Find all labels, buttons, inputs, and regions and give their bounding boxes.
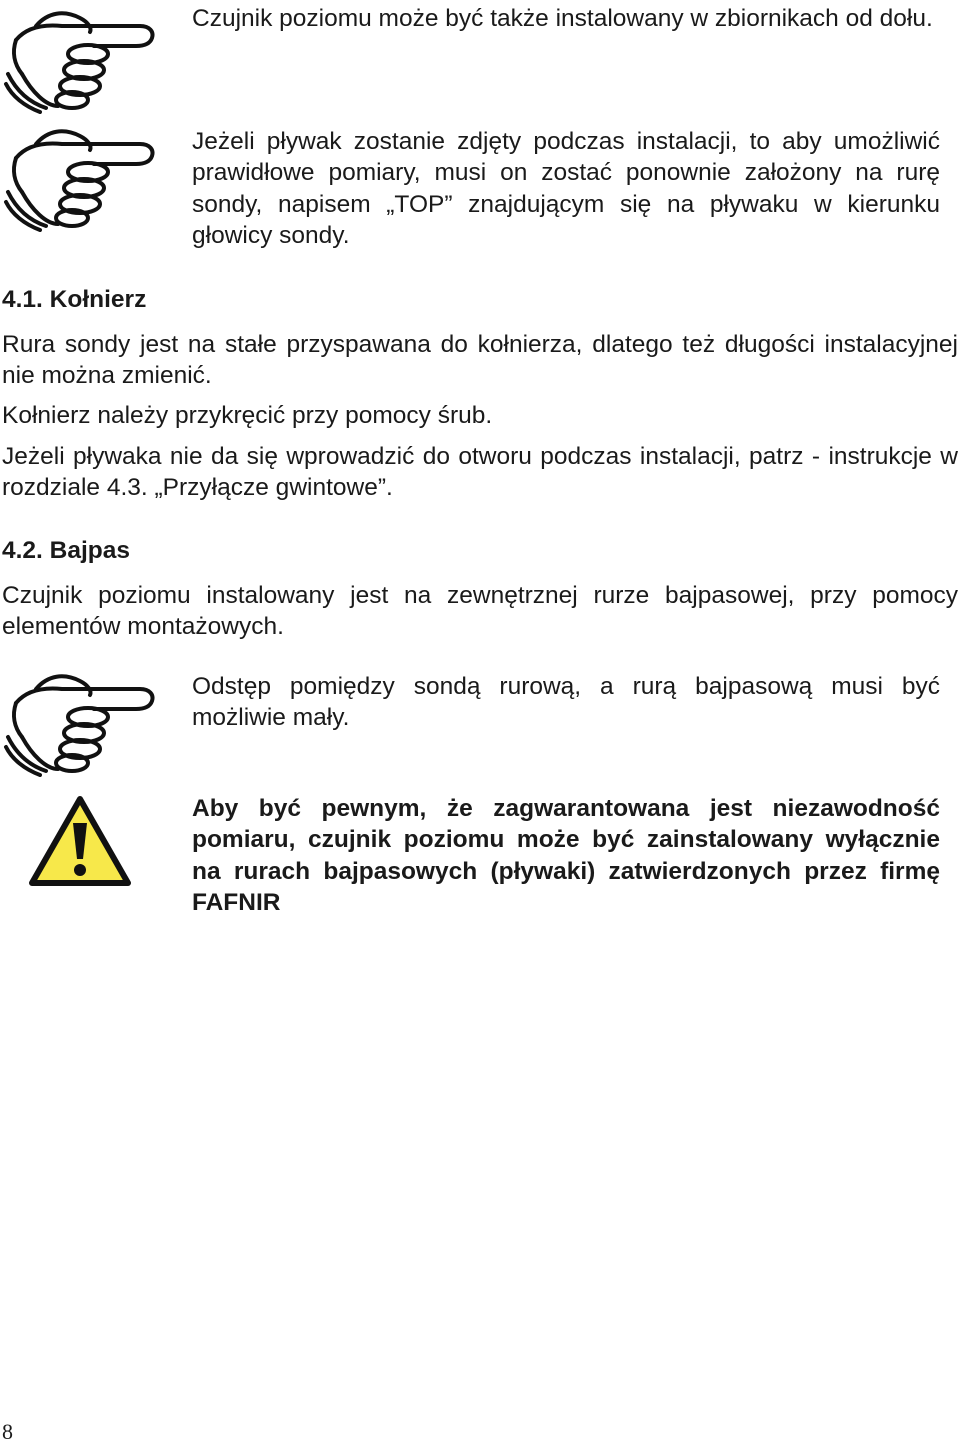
paragraph: Czujnik poziomu instalowany jest na zewnętrznej rurze bajpasowej, przy pomocy elementów montażowych.: [2, 582, 958, 641]
warning-triangle-icon: [28, 795, 132, 887]
pointing-hand-icon: [2, 665, 158, 777]
section-heading-4-1: 4.1. Kołnierz: [2, 286, 147, 313]
paragraph: Jeżeli pływaka nie da się wprowadzić do otworu podczas instalacji, patrz - instrukcje w rozdziale 4.3. „Przyłącze gwintowe”.: [2, 443, 958, 502]
paragraph: Kołnierz należy przykręcić przy pomocy śrub.: [2, 402, 493, 429]
note-text: Jeżeli pływak zostanie zdjęty podczas instalacji, to aby umożliwić prawidłowe pomiary, musi on zostać ponownie założony na rurę sondy, napisem „TOP” znajdującym się na pływaku w kierunku głowicy sondy.: [192, 128, 940, 249]
pointing-hand-icon: [2, 2, 158, 114]
note-text: Czujnik poziomu może być także instalowany w zbiornikach od dołu.: [192, 5, 933, 32]
note-text: Odstęp pomiędzy sondą rurową, a rurą bajpasową musi być możliwie mały.: [192, 673, 940, 732]
pointing-hand-icon: [2, 120, 158, 232]
section-heading-4-2: 4.2. Bajpas: [2, 537, 131, 564]
paragraph: Rura sondy jest na stałe przyspawana do kołnierza, dlatego też długości instalacyjnej nie można zmienić.: [2, 331, 958, 390]
page-number: 8: [2, 1419, 13, 1444]
warning-text: Aby być pewnym, że zagwarantowana jest niezawodność pomiaru, czujnik poziomu może być zainstalowany wyłącznie na rurach bajpasowych (pływaki) zatwierdzonych przez firmę FAFNIR: [192, 795, 940, 916]
